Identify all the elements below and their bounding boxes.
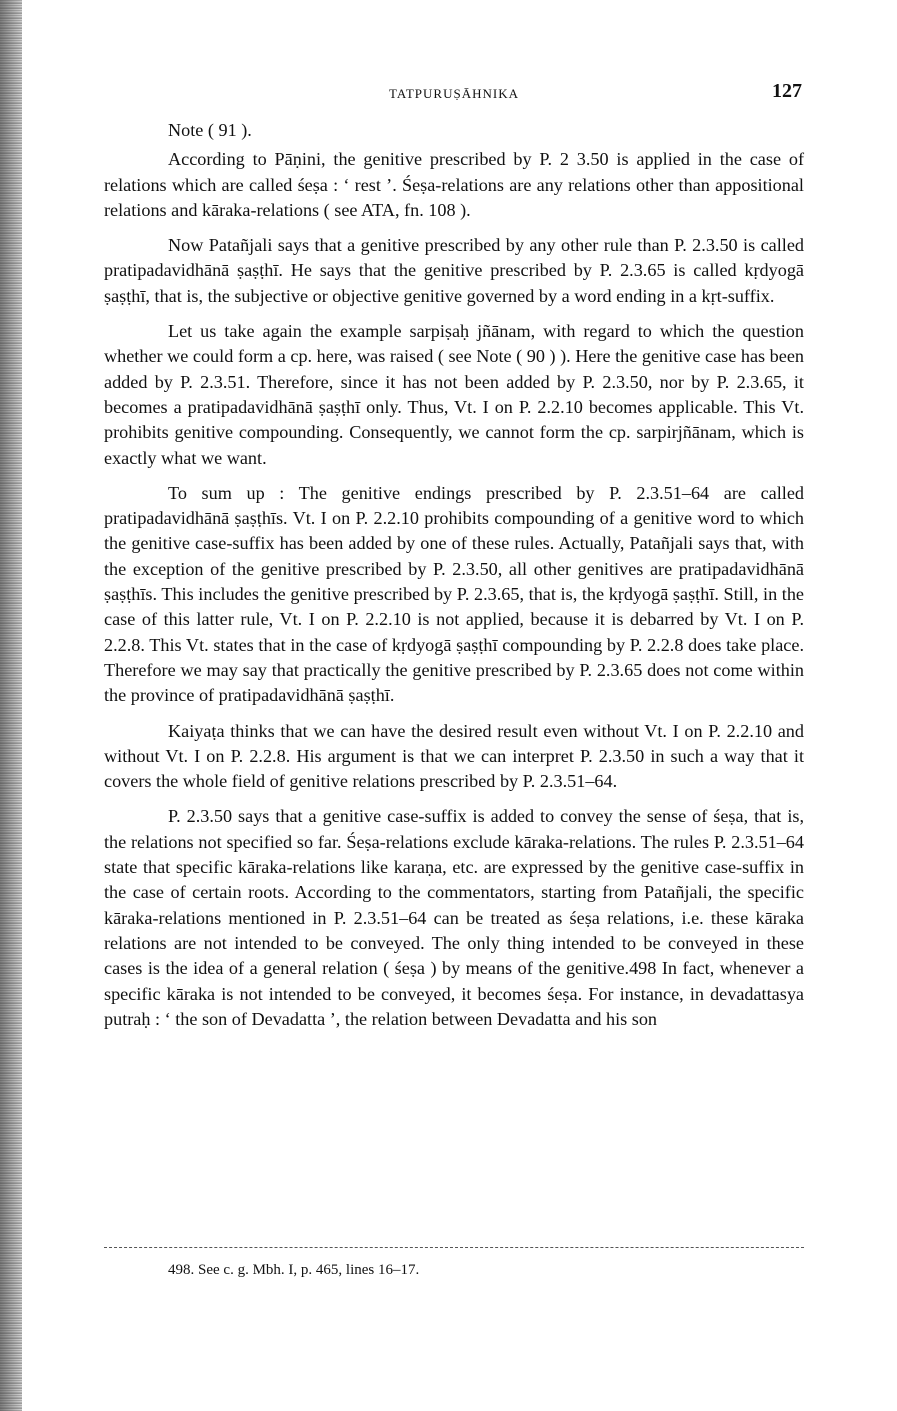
footnote-divider xyxy=(104,1247,804,1248)
running-title: TATPURUṢĀHNIKA xyxy=(389,86,519,101)
paragraph-2: Now Patañjali says that a genitive prescribed by any other rule than P. 2.3.50 is called pratipadavidhānā ṣaṣṭhī. He says that the genitive prescribed by P. 2.3.65 is called kṛdyogā ṣaṣṭhī, that is, the subjective or objective genitive governed by a word ending in a kṛt-suffix. xyxy=(104,235,804,306)
paragraph-6: P. 2.3.50 says that a genitive case-suffix is added to convey the sense of śeṣa, that is, the relations not specified so far. Śeṣa-relations exclude kāraka-relations. The rules P. 2.3.51–64 state that specific kāraka-relations like karaṇa, etc. are expressed by the genitive case-suffix in the case of certain roots. According to the commentators, starting from Patañjali, the specific kāraka-relations mentioned in P. 2.3.51–64 can be treated as śeṣa relations, i.e. these kāraka relations are not intended to be conveyed. The only thing intended to be conveyed in these cases is the idea of a general relation ( śeṣa ) by means of the genitive.498 In fact, whenever a specific kāraka is not intended to be conveyed, it becomes śeṣa. For instance, in devadattasya putraḥ : ‘ the son of Devadatta ’, the relation between Devadatta and his son xyxy=(104,806,804,1029)
book-spine-shadow xyxy=(0,0,22,1411)
paragraph-1: According to Pāṇini, the genitive prescribed by P. 2 3.50 is applied in the case of relations which are called śeṣa : ‘ rest ’. Śeṣa-relations are any relations other than appositional relations and kāraka-relations ( see ATA, fn. 108 ). xyxy=(104,149,804,220)
paragraph-4: To sum up : The genitive endings prescribed by P. 2.3.51–64 are called pratipadavidhānā ṣaṣṭhīs. Vt. I on P. 2.2.10 prohibits compounding of a genitive word to which the genitive case-suffix has been added by one of these rules. Actually, Patañjali says that, with the exception of the genitive prescribed by P. 2.3.50, all other genitives are pratipadavidhānā ṣaṣṭhīs. This includes the genitive prescribed by P. 2.3.65, that is, the kṛdyogā ṣaṣṭhī. Still, in the case of this latter rule, Vt. I on P. 2.2.10 is not applied, because it is debarred by Vt. I on P. 2.2.8. This Vt. states that in the case of kṛdyogā ṣaṣṭhī compounding by P. 2.2.8 does take place. Therefore we may say that practically the genitive prescribed by P. 2.3.65 does not come within the province of pratipadavidhānā ṣaṣṭhī. xyxy=(104,482,804,706)
body-text xyxy=(104,118,804,1032)
footnote: 498. See c. g. Mbh. I, p. 465, lines 16–17. xyxy=(168,1262,420,1278)
note-heading: Note ( 91 ). xyxy=(168,120,252,140)
page-header xyxy=(104,80,804,108)
paragraph-3: Let us take again the example sarpiṣaḥ jñānam, with regard to which the question whether we could form a cp. here, was raised ( see Note ( 90 ) ). Here the genitive case has been added by P. 2.3.51. Therefore, since it has not been added by P. 2.3.50, nor by P. 2.3.65, it becomes a pratipadavidhānā ṣaṣṭhī only. Thus, Vt. I on P. 2.2.10 becomes applicable. This Vt. prohibits genitive compounding. Consequently, we cannot form the cp. sarpirjñānam, which is exactly what we want. xyxy=(104,321,804,468)
page xyxy=(104,80,804,1042)
paragraph-5: Kaiyaṭa thinks that we can have the desired result even without Vt. I on P. 2.2.10 and without Vt. I on P. 2.2.8. His argument is that we can interpret P. 2.3.50 in such a way that it covers the whole field of genitive relations prescribed by P. 2.3.51–64. xyxy=(104,720,804,792)
page-number: 127 xyxy=(772,80,802,102)
